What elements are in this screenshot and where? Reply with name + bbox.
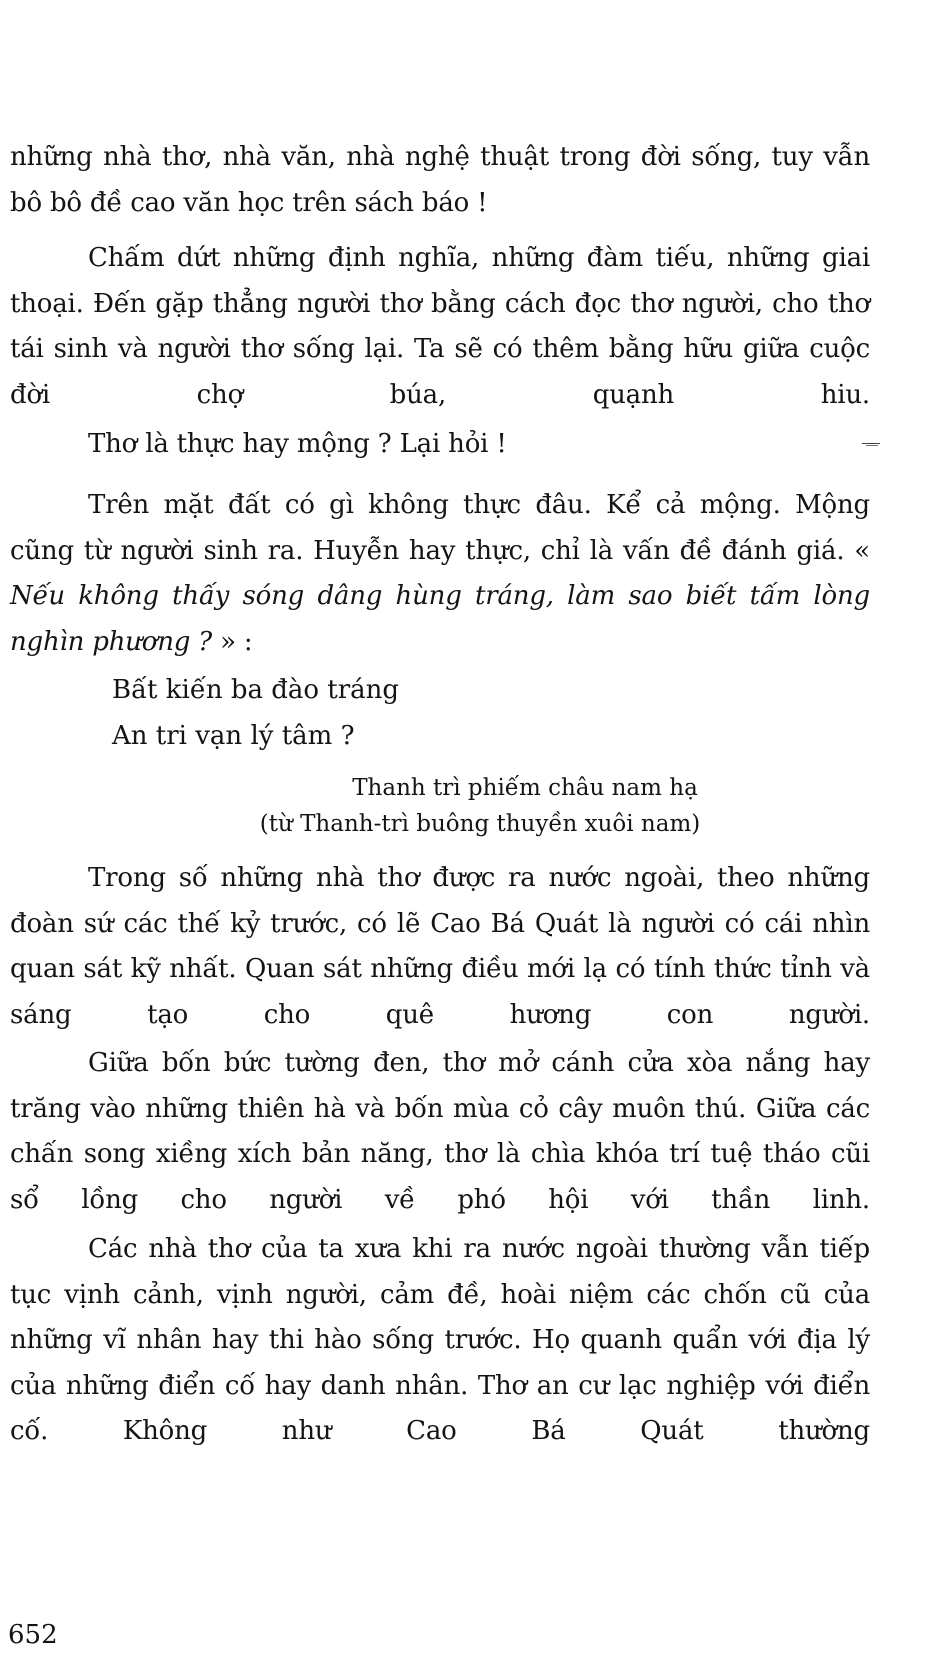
paragraph-4	[10, 483, 870, 665]
poem-title: Thanh trì phiếm châu nam hạ	[352, 775, 698, 801]
paragraph-3: Thơ là thực hay mộng ? Lại hỏi !	[88, 429, 507, 459]
paragraph-4-tail: » :	[212, 626, 253, 657]
quoted-translation: Nếu không thấy sóng dâng hùng tráng, làm sao biết tấm lòng nghìn phương ?	[10, 581, 870, 657]
paragraph-1: những nhà thơ, nhà văn, nhà nghệ thuật trong đời sống, tuy vẫn bô bô đề cao văn học trên sách báo !	[10, 142, 870, 218]
verse-line-2: An tri vạn lý tâm ?	[112, 721, 355, 751]
paragraph-4-text: Trên mặt đất có gì không thực đâu. Kể cả mộng. Mộng cũng từ người sinh ra. Huyễn hay thực, chỉ là vấn đề đánh giá. «	[10, 490, 870, 566]
verse-line-1: Bất kiến ba đào tráng	[112, 675, 400, 705]
paragraph-7: Các nhà thơ của ta xưa khi ra nước ngoài thường vẫn tiếp tục vịnh cảnh, vịnh người, cảm đề, hoài niệm các chốn cũ của những vĩ nhân hay thi hào sống trước. Họ quanh quẩn với địa lý của những điển cố hay danh nhân. Thơ an cư lạc nghiệp với điển cố. Không như Cao Bá Quát thường	[10, 1234, 870, 1446]
paragraph-6: Giữa bốn bức tường đen, thơ mở cánh cửa xòa nắng hay trăng vào những thiên hà và bốn mùa cỏ cây muôn thú. Giữa các chấn song xiềng xích bản năng, thơ là chìa khóa trí tuệ tháo cũi sổ lồng cho người về phó hội với thần linh.	[10, 1048, 870, 1215]
page-number: 652	[8, 1620, 58, 1650]
verse	[112, 667, 399, 759]
paragraph-5: Trong số những nhà thơ được ra nước ngoài, theo những đoàn sứ các thế kỷ trước, có lẽ Cao Bá Quát là người có cái nhìn quan sát kỹ nhất. Quan sát những điều mới lạ có tính thức tỉnh và sáng tạo cho quê hương con người.	[10, 863, 870, 1030]
poem-title-translation: (từ Thanh-trì buông thuyền xuôi nam)	[259, 811, 701, 837]
paragraph-2: Chấm dứt những định nghĩa, những đàm tiếu, những giai thoại. Đến gặp thẳng người thơ bằng cách đọc thơ người, cho thơ tái sinh và người thơ sống lại. Ta sẽ có thêm bằng hữu giữa cuộc đời chợ búa, quạnh hiu.	[10, 243, 870, 410]
poem-source	[0, 770, 940, 842]
